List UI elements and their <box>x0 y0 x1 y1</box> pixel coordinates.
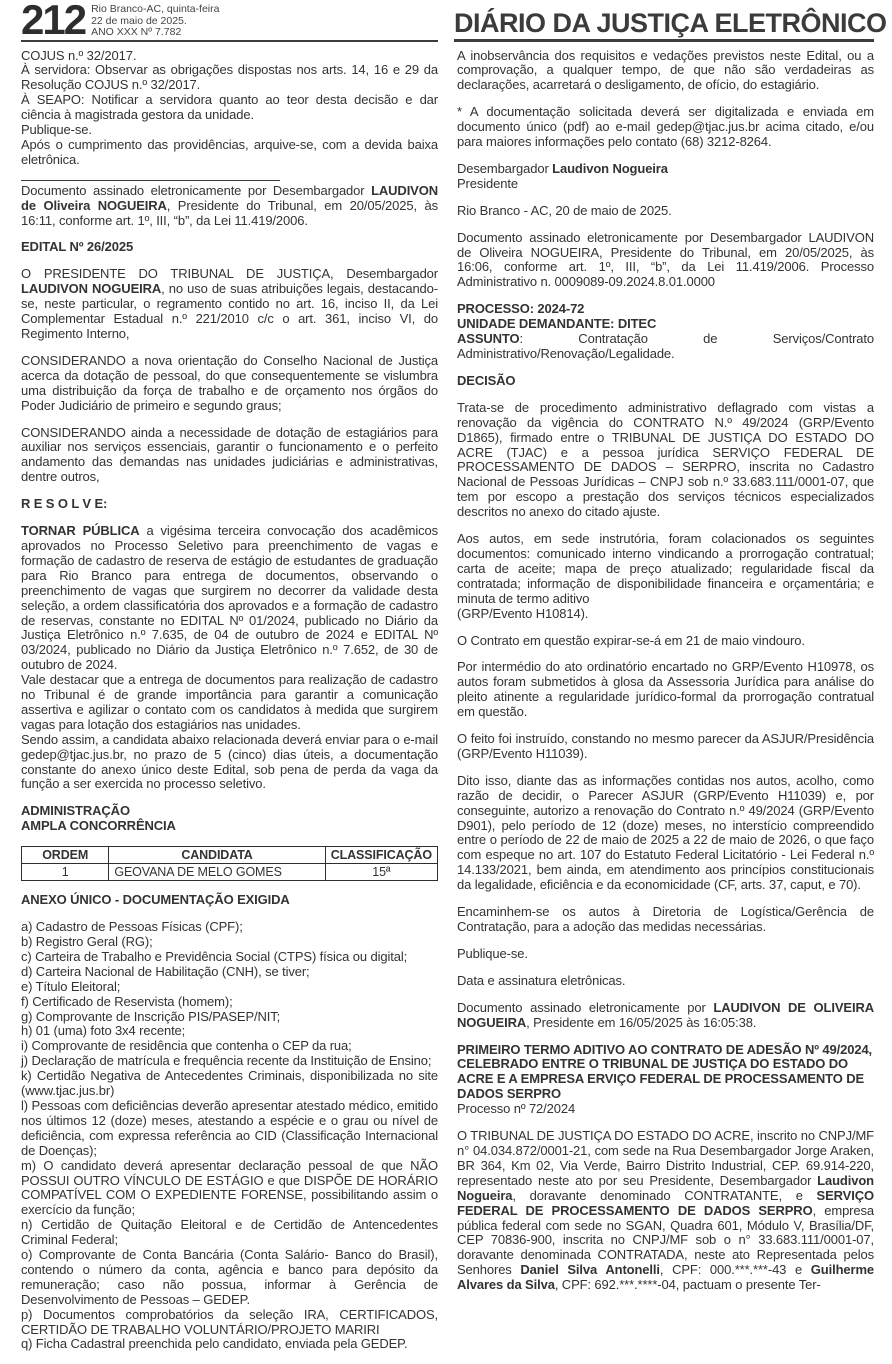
signature-block-2 <box>457 231 874 291</box>
text-run: q) Ficha Cadastral preenchida pelo candidato, enviada pela GEDEP. <box>21 1336 408 1351</box>
paragraph <box>21 240 438 255</box>
emphasized-text: ACRE E A EMPRESA ERVIÇO FEDERAL DE PROCESSAMENTO DE <box>457 1071 864 1086</box>
text-run: o) Comprovante de Conta Bancária (Conta Salário- Banco do Brasil), contendo o número da conta, agência e banco para depósito da remuneração; caso não possua, informar à Gerência de Desenvolvimento de Pessoas – GEDEP. <box>21 1247 438 1307</box>
document-list <box>21 920 438 1352</box>
paragraph <box>21 920 438 935</box>
edital-preamble <box>21 267 438 342</box>
paragraph <box>457 1072 874 1087</box>
header-right-block <box>454 9 874 42</box>
paragraph <box>21 49 438 64</box>
paragraph <box>21 1024 438 1039</box>
text-run: Documento assinado eletronicamente por <box>457 1000 713 1015</box>
text-run: O feito foi instruído, constando no mesmo parecer da ASJUR/Presidência (GRP/Evento H11039). <box>457 731 874 761</box>
paragraph <box>21 965 438 980</box>
text-run: , CPF: 692.***.****-04, pactuam o presente Ter- <box>555 1277 821 1292</box>
paragraph <box>21 524 438 673</box>
paragraph <box>21 950 438 965</box>
emphasized-text: ADMINISTRAÇÃO <box>21 803 130 818</box>
text-run: Documento assinado eletronicamente por Desembargador LAUDIVON de Oliveira NOGUEIRA, Presidente do Tribunal, em 20/05/2025, às 16:06, conforme art. 1º, III, “b”, da Lei 11.419/2006. Processo Administrativo n. 0009089-09.2024.8.01.0000 <box>457 230 874 290</box>
paragraph <box>457 1057 874 1072</box>
paragraph <box>21 819 438 834</box>
header-left-block <box>21 3 438 42</box>
emphasized-text: TORNAR PÚBLICA <box>21 523 140 538</box>
text-run: Data e assinatura eletrônicas. <box>457 973 625 988</box>
text-run: : Contratação de Serviços/Contrato Administrativo/Renovação/Legalidade. <box>457 331 874 361</box>
paragraph <box>21 1010 438 1025</box>
paragraph <box>457 231 874 291</box>
text-run: Sendo assim, a candidata abaixo relacionada deverá enviar para o e-mail gedep@tjac.jus.br, no prazo de 5 (cinco) dias úteis, a documentação constante do anexo único deste Edital, sob pena de perda da vaga da função a ser exercida no processo seletivo. <box>21 732 438 792</box>
emphasized-text: PRIMEIRO TERMO ADITIVO AO CONTRATO DE ADESÃO Nº 49/2024, <box>457 1042 872 1057</box>
text-run: Publique-se. <box>457 946 528 961</box>
table-row <box>22 864 438 881</box>
text-run: i) Comprovante de residência que contenha o CEP da rua; <box>21 1038 352 1053</box>
emphasized-text: R E S O L V E: <box>21 496 107 511</box>
emphasized-text: LAUDIVON de Oliveira NOGUEIRA <box>21 183 438 213</box>
paragraph <box>21 267 438 342</box>
heading-termo-aditivo <box>457 1043 874 1118</box>
paragraph <box>21 1069 438 1099</box>
text-run: a) Cadastro de Pessoas Físicas (CPF); <box>21 919 243 934</box>
paragraph <box>21 93 438 123</box>
emphasized-text: Daniel Silva Antonelli <box>520 1262 660 1277</box>
text-run: , Presidente do Tribunal, em 20/05/2025, às 16:11, conforme art. 1º, III, “b”, da Lei 11.419/2006. <box>21 198 438 228</box>
place-date <box>457 204 874 219</box>
table-cell: 15ª <box>325 864 437 881</box>
decisao-4 <box>457 660 874 720</box>
edition-location: Rio Branco-AC, quinta-feira <box>91 4 219 16</box>
text-run: CONSIDERANDO ainda a necessidade de dotação de estagiários para auxiliar nos serviços essenciais, garantir o funcionamento e o perfeito andamento das demandas nas unidades judiciárias e administrativas, dentre outros, <box>21 425 438 485</box>
text-run: j) Declaração de matrícula e frequência recente da Instituição de Ensino; <box>21 1053 431 1068</box>
paragraph <box>457 374 874 389</box>
text-run: c) Carteira de Trabalho e Previdência Social (CTPS) física ou digital; <box>21 949 407 964</box>
text-run: d) Carteira Nacional de Habilitação (CNH), se tiver; <box>21 964 310 979</box>
text-run: COJUS n.º 32/2017. <box>21 48 136 63</box>
emphasized-text: DADOS SERPRO <box>457 1086 561 1101</box>
edital-note <box>457 105 874 150</box>
paragraph <box>457 49 874 94</box>
text-run: g) Comprovante de Inscrição PIS/PASEP/NIT; <box>21 1009 280 1024</box>
considerando-2 <box>21 426 438 486</box>
termo-aditivo-body <box>457 1129 874 1293</box>
emphasized-text: EDITAL Nº 26/2025 <box>21 239 133 254</box>
text-run: , CPF: 000.***.***-43 e <box>660 1262 811 1277</box>
text-run: CONSIDERANDO a nova orientação do Conselho Nacional de Justiça acerca da dotação de pessoal, do que consequentemente se vislumbra uma distribuição da força de trabalho e de orçamento nos órgãos do Poder Judiciário de primeiro e segundo graus; <box>21 353 438 413</box>
paragraph <box>21 980 438 995</box>
decisao-3 <box>457 634 874 649</box>
paragraph <box>21 1054 438 1069</box>
text-run: Encaminhem-se os autos à Diretoria de Logística/Gerência de Contratação, para a adoção das medidas necessárias. <box>457 904 874 934</box>
paragraph <box>21 1159 438 1219</box>
emphasized-text: Laudivon Nogueira <box>552 161 668 176</box>
text-run: m) O candidato deverá apresentar declaração pessoal de que NÃO POSSUI OUTRO VÍNCULO DE ESTÁGIO e que DISPÕE DE HORÁRIO COMPATÍVEL COM O EXPEDIENTE FORENSE, possibilitando assim o exercício da função; <box>21 1158 438 1218</box>
resolve-body <box>21 524 438 792</box>
decisao-2 <box>457 532 874 621</box>
heading-anexo <box>21 893 438 908</box>
paragraph <box>457 302 874 317</box>
text-run: Processo nº 72/2024 <box>457 1101 575 1116</box>
text-run: Rio Branco - AC, 20 de maio de 2025. <box>457 203 672 218</box>
text-run: Após o cumprimento das providências, arquive-se, com a devida baixa eletrônica. <box>21 137 438 167</box>
edition-number: ANO XXX Nº 7.782 <box>91 27 219 39</box>
text-run: Desembargador <box>457 161 552 176</box>
candidates-table <box>21 846 438 881</box>
text-run: b) Registro Geral (RG); <box>21 934 153 949</box>
text-run: Dito isso, diante das as informações contidas nos autos, acolho, como razão de decidir, o Parecer ASJUR (GRP/Evento H11039) e, por conseguinte, autorizo a renovação do Contrato n.º 49/2024 (GRP/Evento D901), pelo período de 12 (doze) meses, no interstício compreendido entre o período de 22 de maio de 2025 a 22 de maio de 2026, o que faço com espeque no art. 107 do Estatuto Federal Licitatório - Lei Federal n.º 14.133/2021, bem ainda, em atendimento aos princípios constitucionais da legalidade, eficiência e da economicidade (CF, arts. 37, caput, e 70). <box>457 773 874 892</box>
table-header-row <box>22 847 438 864</box>
emphasized-text: DECISÃO <box>457 373 515 388</box>
emphasized-text: Guilherme Alvares da Silva <box>457 1262 874 1292</box>
heading-edital <box>21 240 438 255</box>
text-run: O Contrato em questão expirar-se-á em 21 de maio vindouro. <box>457 633 805 648</box>
table-header-cell: CANDIDATA <box>109 847 325 864</box>
page-title: DIÁRIO DA JUSTIÇA ELETRÔNICO <box>454 9 874 38</box>
paragraph <box>457 947 874 962</box>
paragraph <box>21 1218 438 1248</box>
emphasized-text: LAUDIVON NOGUEIRA <box>21 281 161 296</box>
signature-block <box>21 180 438 229</box>
paragraph <box>457 204 874 219</box>
emphasized-text: SERVIÇO FEDERAL DE PROCESSAMENTO DE DADOS SERPRO <box>457 1188 874 1218</box>
text-run: , Presidente em 16/05/2025 às 16:05:38. <box>526 1015 756 1030</box>
content-columns <box>21 49 874 1364</box>
heading-resolve <box>21 497 438 512</box>
paragraph <box>457 162 874 177</box>
publique-se <box>457 947 874 962</box>
text-run: a vigésima terceira convocação dos acadêmicos aprovados no Processo Seletivo para preenchimento de vagas e formação de cadastro de reserva de estágio de estudantes de graduação para Rio Branco para entrega de documentos, observando o preenchimento de vagas que surgirem no decorrer da validade desta seleção, a ordem classificatória dos aprovados e a formação de cadastro de reservas, constante no EDITAL Nº 01/2024, publicado no Diário da Justiça Eletrônico n.º 7.635, de 04 de outubro de 2024 e EDITAL Nº 03/2024, publicado no Diário da Justiça Eletrônico n.º 7.652, de 30 de outubro de 2024. <box>21 523 438 672</box>
emphasized-text: CELEBRADO ENTRE O TRIBUNAL DE JUSTIÇA DO ESTADO DO <box>457 1056 848 1071</box>
emphasized-text: AMPLA CONCORRÊNCIA <box>21 818 176 833</box>
emphasized-text: ASSUNTO <box>457 331 519 346</box>
paragraph <box>457 634 874 649</box>
text-run: * A documentação solicitada deverá ser digitalizada e enviada em documento único (pdf) ao e-mail gedep@tjac.jus.br acima citado, e/ou para maiores informações pelo contato (68) 3212-8264. <box>457 104 874 149</box>
decisao-5 <box>457 732 874 762</box>
paragraph <box>457 317 874 332</box>
paragraph <box>457 401 874 520</box>
edition-date: 22 de maio de 2025. <box>91 16 219 28</box>
text-run: O PRESIDENTE DO TRIBUNAL DE JUSTIÇA, Desembargador <box>21 266 438 281</box>
text-run: Publique-se. <box>21 122 92 137</box>
paragraph <box>21 733 438 793</box>
paragraph <box>21 354 438 414</box>
text-run: À SEAPO: Notificar a servidora quanto ao teor desta decisão e dar ciência à magistrada gestora da unidade. <box>21 92 438 122</box>
emphasized-text: ANEXO ÚNICO - DOCUMENTAÇÃO EXIGIDA <box>21 892 290 907</box>
processo-header <box>457 302 874 362</box>
candidates-table <box>21 846 438 881</box>
text-run: Por intermédio do ato ordinatório encartado no GRP/Evento H10978, os autos foram submetidos à glosa da Assessoria Jurídica para análise do pleito atinente a regularidade jurídico-formal da prorrogação contratual em questão. <box>457 659 874 719</box>
paragraph <box>457 105 874 150</box>
emphasized-text: PROCESSO: 2024-72 <box>457 301 584 316</box>
table-header-cell: ORDEM <box>22 847 109 864</box>
paragraph <box>21 497 438 512</box>
text-run: Documento assinado eletronicamente por Desembargador <box>21 183 371 198</box>
text-run: Aos autos, em sede instrutória, foram colacionados os seguintes documentos: comunicado interno vindicando a prorrogação contratual; carta de aceite; mapa de preço atualizado; regularidade fiscal da contratada; informação de disponibilidade financeira e orçamentária; e minuta de termo aditivo <box>457 531 874 606</box>
left-column <box>21 49 438 1364</box>
text-run: (GRP/Evento H10814). <box>457 606 588 621</box>
paragraph <box>21 426 438 486</box>
page-header <box>21 3 874 42</box>
text-run: , no uso de suas atribuições legais, destacando-se, neste particular, o regramento contido no art. 16, inciso II, da Lei Complementar Estadual n.º 221/2010 c/c o art. 361, inciso VI, do Regimento Interno, <box>21 281 438 341</box>
signature-block-3 <box>457 1001 874 1031</box>
table-cell: 1 <box>22 864 109 881</box>
text-run: , empresa pública federal com sede no SGAN, Quadra 601, Módulo V, Brasília/DF, CEP 70836-900, inscrita no CNPJ/MF sob o n° 33.683.111/0001-07, doravante denominada CONTRATADA, neste ato Representada pelos Senhores <box>457 1203 874 1278</box>
considerando-1 <box>21 354 438 414</box>
paragraph <box>457 1087 874 1102</box>
paragraph <box>457 532 874 607</box>
paragraph <box>21 804 438 819</box>
paragraph <box>457 1102 874 1117</box>
paragraph <box>21 673 438 733</box>
text-run: Vale destacar que a entrega de documentos para realização de cadastro no Tribunal é de grande importância para garantir a comunicação assertiva e agilizar o contato com os candidatos à medida que surgirem vagas para lotação dos estagiários nas unidades. <box>21 672 438 732</box>
cojus-decision <box>21 49 438 168</box>
edition-info <box>91 3 219 39</box>
paragraph <box>21 893 438 908</box>
edital-warning <box>457 49 874 94</box>
paragraph <box>21 995 438 1010</box>
paragraph <box>457 1129 874 1293</box>
text-run: A inobservância dos requisitos e vedações previstos neste Edital, ou a comprovação, a qualquer tempo, de que não são verdadeiras as declarações, acarretará o desligamento, de ofício, do estagiário. <box>457 48 874 93</box>
heading-administracao <box>21 804 438 834</box>
paragraph <box>21 1099 438 1159</box>
page-number: 212 <box>21 3 85 37</box>
text-run: Trata-se de procedimento administrativo deflagrado com vistas a renovação da vigência do CONTRATO N.º 49/2024 (GRP/Evento D1865), firmado entre o TRIBUNAL DE JUSTIÇA DO ESTADO DO ACRE (TJAC) e a pessoa jurídica SERVIÇO FEDERAL DE PROCESSAMENTO DE DADOS – SERPRO, inscrita no Cadastro Nacional de Pessoas Jurídicas – CNPJ sob n.º 33.683.111/0001-07, que tem por escopo a prestação dos serviços técnicos especializados descritos no anexo do citado ajuste. <box>457 400 874 519</box>
emphasized-text: Laudivon Nogueira <box>457 1173 874 1203</box>
decisao-6 <box>457 774 874 893</box>
text-run: À servidora: Observar as obrigações dispostas nos arts. 14, 16 e 29 da Resolução COJUS n.º 32/2017. <box>21 62 438 92</box>
paragraph <box>457 607 874 622</box>
text-run: k) Certidão Negativa de Antecedentes Criminais, disponibilizada no site (www.tjac.jus.br) <box>21 1068 438 1098</box>
text-run: , doravante denominado CONTRATANTE, e <box>512 1188 816 1203</box>
paragraph <box>21 1308 438 1338</box>
table-header-cell: CLASSIFICAÇÃO <box>325 847 437 864</box>
paragraph <box>21 1039 438 1054</box>
data-assinatura <box>457 974 874 989</box>
paragraph <box>457 660 874 720</box>
text-run: f) Certificado de Reservista (homem); <box>21 994 233 1009</box>
paragraph <box>21 184 438 229</box>
paragraph <box>457 974 874 989</box>
paragraph <box>457 1043 874 1058</box>
paragraph <box>21 123 438 138</box>
decisao-7 <box>457 905 874 935</box>
table-cell: GEOVANA DE MELO GOMES <box>109 864 325 881</box>
signature-president <box>457 162 874 192</box>
paragraph <box>457 332 874 362</box>
emphasized-text: LAUDIVON DE OLIVEIRA NOGUEIRA <box>457 1000 874 1030</box>
paragraph <box>457 732 874 762</box>
text-run: e) Título Eleitoral; <box>21 979 120 994</box>
text-run: l) Pessoas com deficiências deverão apresentar atestado médico, emitido nos últimos 12 (doze) meses, atestando a espécie e o grau ou nível de deficiência, com expressa referência ao CID (Classificação Internacional de Doenças); <box>21 1098 438 1158</box>
text-run: n) Certidão de Quitação Eleitoral e de Certidão de Antencedentes Criminal Federal; <box>21 1217 438 1247</box>
paragraph <box>457 177 874 192</box>
paragraph <box>21 138 438 168</box>
paragraph <box>457 1001 874 1031</box>
emphasized-text: UNIDADE DEMANDANTE: DITEC <box>457 316 656 331</box>
paragraph <box>21 935 438 950</box>
text-run: Presidente <box>457 176 518 191</box>
right-column <box>457 49 874 1364</box>
paragraph <box>457 774 874 893</box>
heading-decisao <box>457 374 874 389</box>
text-run: O TRIBUNAL DE JUSTIÇA DO ESTADO DO ACRE, inscrito no CNPJ/MF n° 04.034.872/0001-21, com sede na Rua Desembargador Jorge Araken, BR 364, Km 02, Via Verde, Bairro Distrito Industrial, CEP. 69.914-220, representado neste ato por seu Presidente, Desembargador <box>457 1128 874 1188</box>
decisao-1 <box>457 401 874 520</box>
paragraph <box>21 1248 438 1308</box>
paragraph <box>21 63 438 93</box>
paragraph <box>457 905 874 935</box>
text-run: p) Documentos comprobatórios da seleção IRA, CERTIFICADOS, CERTIDÃO DE TRABALHO VOLUNTÁRIO/PROJETO MARIRI <box>21 1307 438 1337</box>
paragraph <box>21 1337 438 1352</box>
text-run: h) 01 (uma) foto 3x4 recente; <box>21 1023 185 1038</box>
signature-divider <box>21 180 280 181</box>
